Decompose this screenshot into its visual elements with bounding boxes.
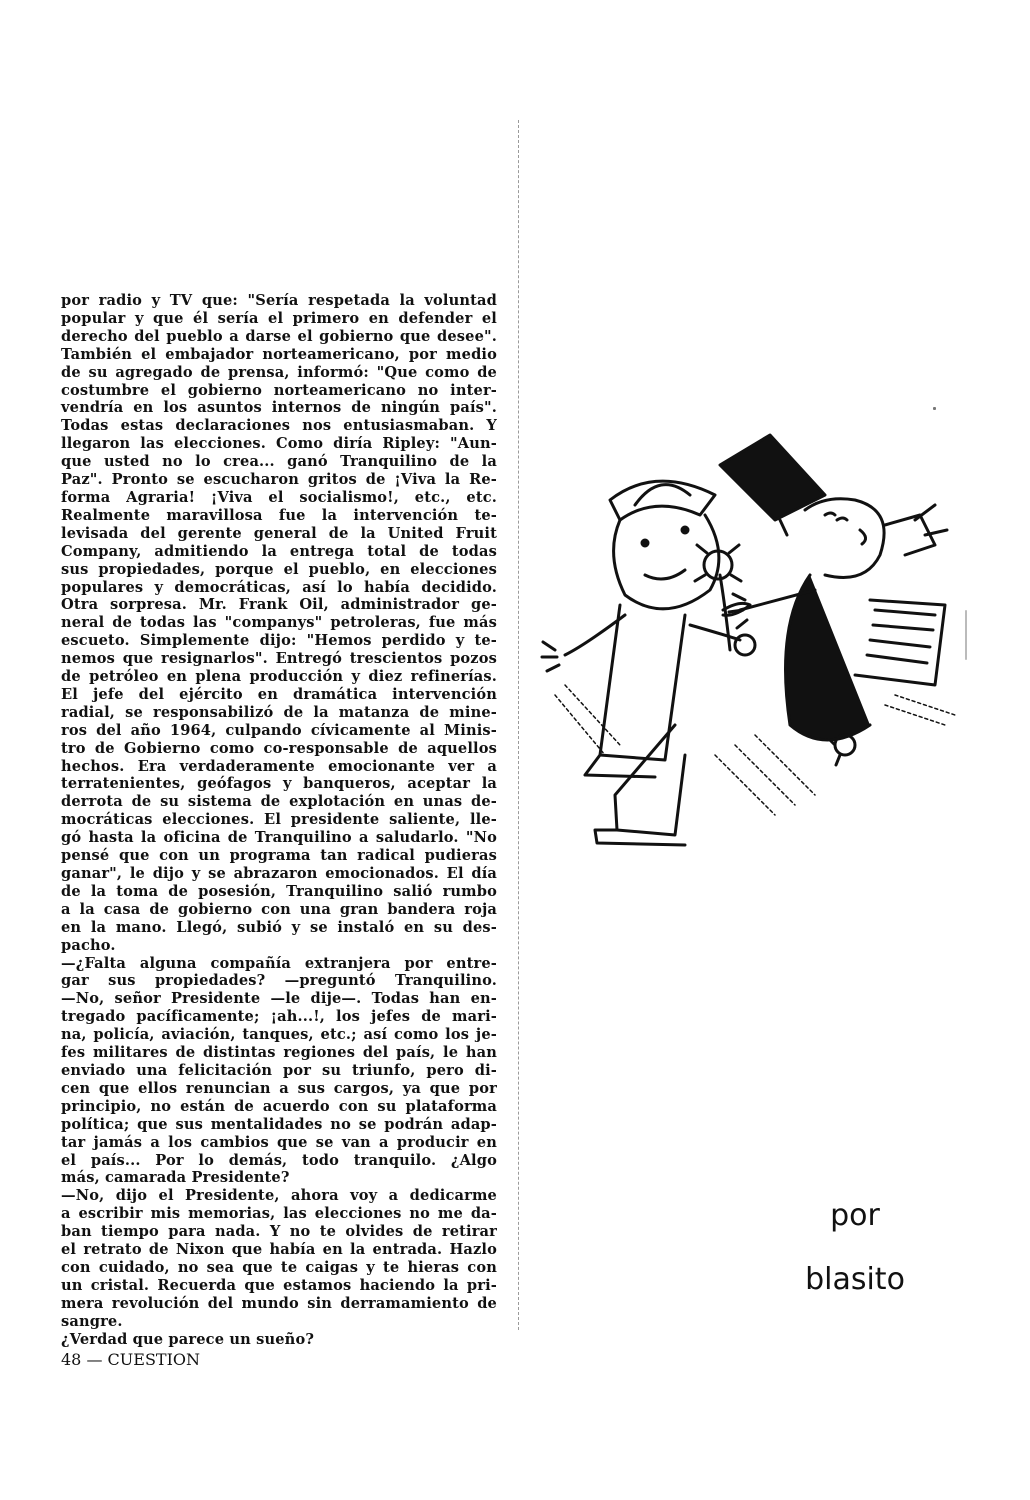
- article-line: Paz". Pronto se escucharon gritos de ¡Viva la Re-: [61, 471, 497, 489]
- article-text-column: [61, 292, 497, 1348]
- article-line: —¿Falta alguna compañía extranjera por entre-: [61, 954, 497, 972]
- article-line: popular y que él sería el primero en defender el: [61, 309, 497, 327]
- article-line: ban tiempo para nada. Y no te olvides de retirar: [61, 1223, 497, 1241]
- article-line: Otra sorpresa. Mr. Frank Oil, administrador ge-: [61, 596, 497, 614]
- article-line: sus propiedades, porque el pueblo, en elecciones: [61, 560, 497, 578]
- article-line: sangre.: [61, 1312, 123, 1330]
- article-line: más, camarada Presidente?: [61, 1169, 290, 1187]
- article-line: principio, no están de acuerdo con su plataforma: [61, 1097, 497, 1115]
- article-line: forma Agraria! ¡Viva el socialismo!, etc., etc.: [61, 488, 497, 506]
- article-line: política; que sus mentalidades no se podrán adap-: [61, 1115, 497, 1133]
- article-line: el país... Por lo demás, todo tranquilo. ¿Algo: [61, 1151, 497, 1169]
- politician-figure: [729, 499, 947, 765]
- article-line: mocráticas elecciones. El presidente saliente, lle-: [61, 811, 497, 829]
- article-line: ¿Verdad que parece un sueño?: [61, 1330, 315, 1348]
- byline-author: blasito: [805, 1262, 905, 1297]
- article-line: derecho del pueblo a darse el gobierno que desee".: [61, 327, 497, 345]
- article-line: un cristal. Recuerda que estamos haciendo la pri-: [61, 1276, 497, 1294]
- byline-por: por: [830, 1198, 880, 1233]
- article-line: —No, señor Presidente —le dije—. Todas han en-: [61, 990, 497, 1008]
- article-line: neral de todas las "companys" petroleras, fue más: [61, 614, 497, 632]
- article-line: vendría en los asuntos internos de ningún país".: [61, 399, 497, 417]
- article-line: También el embajador norteamericano, por medio: [61, 345, 497, 363]
- article-line: gar sus propiedades? —preguntó Tranquilino.: [61, 972, 497, 990]
- article-line: a escribir mis memorias, las elecciones no me da-: [61, 1205, 497, 1223]
- article-line: radial, se responsabilizó de la matanza de mine-: [61, 703, 497, 721]
- article-line: pacho.: [61, 936, 116, 954]
- article-line: terratenientes, geófagos y banqueros, aceptar la: [61, 775, 497, 793]
- article-line: Company, admitiendo la entrega total de todas: [61, 542, 497, 560]
- article-line: —No, dijo el Presidente, ahora voy a dedicarme: [61, 1187, 497, 1205]
- top-hat-icon: [720, 435, 825, 535]
- article-line: de su agregado de prensa, informó: "Que como de: [61, 363, 497, 381]
- article-line: Todas estas declaraciones nos entusiasmaban. Y: [61, 417, 497, 435]
- article-line: nemos que resignarlos". Entregó trescientos pozos: [61, 650, 497, 668]
- article-line: de petróleo en plena producción y diez refinerías.: [61, 668, 497, 686]
- article-line: derrota de su sistema de explotación en unas de-: [61, 793, 497, 811]
- cartoon-illustration: [525, 425, 1005, 865]
- article-line: a la casa de gobierno con una gran bandera roja: [61, 900, 497, 918]
- page-folio: 48 — CUESTION: [61, 1350, 201, 1369]
- article-line: tro de Gobierno como co-responsable de aquellos: [61, 739, 497, 757]
- article-line: hechos. Era verdaderamente emocionante ver a: [61, 757, 497, 775]
- article-line: llegaron las elecciones. Como diría Ripley: "Aun-: [61, 435, 497, 453]
- column-divider: [518, 120, 519, 1330]
- article-line: con cuidado, no sea que te caigas y te hieras con: [61, 1258, 497, 1276]
- article-line: de la toma de posesión, Tranquilino salió rumbo: [61, 882, 497, 900]
- article-line: levisada del gerente general de la United Fruit: [61, 524, 497, 542]
- article-line: que usted no lo crea... ganó Tranquilino de la: [61, 453, 497, 471]
- article-line: pensé que con un programa tan radical pudieras: [61, 847, 497, 865]
- article-line: ros del año 1964, culpando cívicamente al Minis-: [61, 721, 497, 739]
- article-line: enviado una felicitación por su triunfo, pero di-: [61, 1061, 497, 1079]
- article-line: por radio y TV que: "Sería respetada la voluntad: [61, 292, 497, 309]
- article-line: mera revolución del mundo sin derramamiento de: [61, 1294, 497, 1312]
- article-line: gó hasta la oficina de Tranquilino a saludarlo. "No: [61, 829, 497, 847]
- article-line: populares y democráticas, así lo había decidido.: [61, 578, 497, 596]
- article-line: na, policía, aviación, tanques, etc.; así como los je-: [61, 1026, 497, 1044]
- article-line: el retrato de Nixon que había en la entrada. Hazlo: [61, 1241, 497, 1259]
- article-line: escueto. Simplemente dijo: "Hemos perdido y te-: [61, 632, 497, 650]
- article-line: Realmente maravillosa fue la intervención te-: [61, 506, 497, 524]
- article-line: El jefe del ejército en dramática intervención: [61, 685, 497, 703]
- article-line: costumbre el gobierno norteamericano no inter-: [61, 381, 497, 399]
- article-line: fes militares de distintas regiones del país, le han: [61, 1044, 497, 1062]
- campesino-figure: [542, 481, 755, 845]
- article-line: cen que ellos renuncian a sus cargos, ya que por: [61, 1079, 497, 1097]
- print-speck: [965, 610, 967, 660]
- article-line: ganar", le dijo y se abrazaron emocionados. El día: [61, 865, 497, 882]
- article-line: en la mano. Llegó, subió y se instaló en su des-: [61, 918, 497, 936]
- print-speck: [933, 407, 936, 410]
- article-line: tar jamás a los cambios que se van a producir en: [61, 1133, 497, 1151]
- article-line: tregado pacíficamente; ¡ah...!, los jefes de mari-: [61, 1008, 497, 1026]
